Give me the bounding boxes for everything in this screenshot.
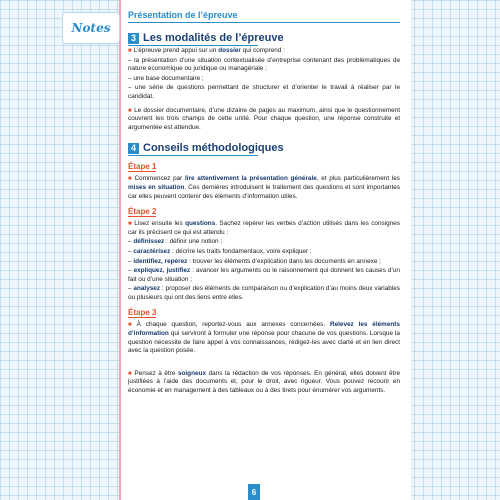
bullet-icon: ■ (128, 48, 132, 54)
list-item: – une série de questions permettant de structurer et d’orienter le travail à réaliser par le candidat. (128, 84, 400, 100)
paragraph: ■ Pensez à être soigneux dans la rédaction de vos réponses. En général, elles doivent être justifiées à l’aide des documents et, pour le droit, avec rigueur. Vous pouvez recourir en économie et en management à des tableaux ou à des tirets pour énumérer vos arguments. (128, 369, 400, 395)
section-3-number: 3 (128, 33, 139, 44)
bullet-icon: ■ (128, 370, 133, 377)
bullet-icon: ■ (128, 176, 133, 183)
paragraph: ■ Lisez ensuite les questions. Sachez repérer les verbes d’action utilisés dans les consignes car ils précisent ce qui est attendu : (128, 220, 401, 236)
section-4-number: 4 (128, 143, 139, 154)
paragraph: ■ Commencez par lire attentivement la présentation générale, et plus particulièrement les mises en situation. Ces dernières introduisent le traitement des questions et sont importantes car elles peuvent contenir des éléments d’information utiles. (128, 175, 400, 200)
main-content (128, 28, 400, 396)
section-4-underline (128, 155, 258, 156)
step-1-label: Étape 1 (128, 162, 157, 172)
notes-label: Notes (71, 21, 111, 35)
step-3-label: Étape 3 (128, 308, 157, 318)
list-item: – caractérisez : décrire les traits fondamentaux, voire expliquer ; (128, 247, 312, 255)
running-head: Présentation de l’épreuve (128, 10, 238, 20)
section-3-heading (128, 32, 400, 44)
section-3-title: Les modalités de l’épreuve (143, 32, 284, 44)
page-number: 6 (248, 484, 260, 500)
list-item: – la présentation d’une situation contextualisée d’entreprise contenant des problématiques de nature économique ou juridique ou managériale ; (128, 56, 400, 73)
section-4-heading (128, 142, 400, 154)
list-item: – expliquez, justifiez : avancer les arguments ou le raisonnement qui donnent les causes d’un fait ou d’une situation ; (128, 267, 400, 283)
margin-rule (119, 0, 121, 500)
paragraph: ■ L’épreuve prend appui sur un dossier qui comprend : (128, 47, 285, 54)
list-item: – identifiez, repérez : trouver les éléments d’explication dans les documents en annexe ; (128, 257, 381, 265)
section-3-underline (128, 45, 258, 46)
section-4-title: Conseils méthodologiques (143, 142, 284, 155)
bullet-icon: ■ (128, 107, 133, 114)
bullet-icon: ■ (128, 322, 135, 329)
list-item: – une base documentaire ; (128, 74, 204, 82)
running-head-rule (128, 22, 400, 23)
bullet-icon: ■ (128, 221, 133, 228)
list-item: – analysez : proposer des éléments de comparaison ou d’explication d’au moins deux variables ou plusieurs qui ont des liens entre elles. (128, 285, 400, 301)
list-item: – définissez : définir une notion ; (128, 238, 223, 246)
paragraph: ■ Le dossier documentaire, d’une dizaine de pages au maximum, ainsi que le questionnement couvrent les trois champs de cette unité. Pour chaque question, une réponse construite et argumentée est attendue. (128, 106, 400, 131)
paragraph: ■ À chaque question, reportez-vous aux annexes concernées. Relevez les éléments d’information qui serviront à formuler une réponse pour chacune de vos questions. Lorsque la question nécessite de faire appel à vos connaissances, rédigez-les avec clarté et en lien direct avec la question posée. (128, 321, 400, 355)
notes-tab (62, 12, 120, 44)
step-2-label: Étape 2 (128, 207, 157, 217)
